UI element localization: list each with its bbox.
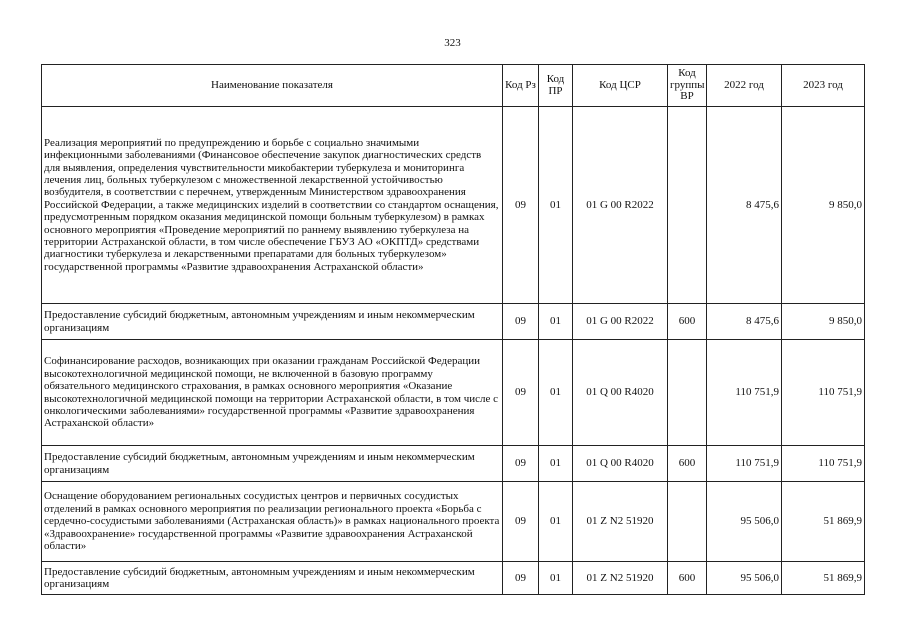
header-code-csr: Код ЦСР xyxy=(573,65,668,107)
row-code-pr: 01 xyxy=(539,482,573,562)
row-value-2022: 110 751,9 xyxy=(707,340,782,446)
row-name: Предоставление субсидий бюджетным, автономным учреждениям и иным некоммерческим организациям xyxy=(42,562,503,595)
row-code-csr: 01 Q 00 R4020 xyxy=(573,446,668,482)
header-code-pr: Код ПР xyxy=(539,65,573,107)
row-name: Реализация мероприятий по предупреждению и борьбе с социально значимыми инфекционными заболеваниями (Финансовое обеспечение закупок диагностических средств для выявления, определения чувствительности микобактерии туберкулеза и мониторинга лечения лиц, больных туберкулезом с множественной лекарственной устойчивостью возбудителя, в соответствии с перечнем, утвержденным Министерством здравоохранения Российской Федерации, а также медицинских изделий в соответствии со стандартом оснащения, предусмотренным порядком оказания медицинской помощи больным туберкулезом) в рамках основного мероприятия «Проведение мероприятий по раннему выявлению туберкулеза на территории Астраханской области, в том числе обеспечение ГБУЗ АО «ОКПТД» средствами диагностики туберкулеза и лекарственными препаратами для больных туберкулезом» государственной программы «Развитие здравоохранения Астраханской области» xyxy=(42,107,503,304)
row-value-2023: 51 869,9 xyxy=(782,562,865,595)
table-row xyxy=(42,562,865,595)
row-name: Предоставление субсидий бюджетным, автономным учреждениям и иным некоммерческим организациям xyxy=(42,446,503,482)
table-row xyxy=(42,304,865,340)
row-code-pr: 01 xyxy=(539,304,573,340)
row-value-2023: 110 751,9 xyxy=(782,340,865,446)
row-code-csr: 01 Z N2 51920 xyxy=(573,562,668,595)
row-value-2023: 9 850,0 xyxy=(782,304,865,340)
row-value-2022: 95 506,0 xyxy=(707,562,782,595)
row-value-2022: 8 475,6 xyxy=(707,107,782,304)
row-code-vr xyxy=(668,482,707,562)
row-name: Оснащение оборудованием региональных сосудистых центров и первичных сосудистых отделений в рамках основного мероприятия по реализации регионального проекта «Борьба с сердечно-сосудистыми заболеваниями (Астраханская область)» в рамках национального проекта «Здравоохранение» государственной программы «Развитие здравоохранения Астраханской области» xyxy=(42,482,503,562)
table-header-row xyxy=(42,65,865,107)
row-value-2022: 110 751,9 xyxy=(707,446,782,482)
row-code-rz: 09 xyxy=(503,107,539,304)
row-code-rz: 09 xyxy=(503,482,539,562)
row-value-2022: 95 506,0 xyxy=(707,482,782,562)
row-code-vr: 600 xyxy=(668,304,707,340)
header-year-2023: 2023 год xyxy=(782,65,865,107)
row-code-vr: 600 xyxy=(668,562,707,595)
row-code-rz: 09 xyxy=(503,340,539,446)
table-row xyxy=(42,482,865,562)
row-code-rz: 09 xyxy=(503,304,539,340)
row-code-pr: 01 xyxy=(539,107,573,304)
row-code-pr: 01 xyxy=(539,562,573,595)
row-code-csr: 01 G 00 R2022 xyxy=(573,107,668,304)
row-code-vr xyxy=(668,107,707,304)
budget-table xyxy=(41,64,865,595)
header-year-2022: 2022 год xyxy=(707,65,782,107)
table-row xyxy=(42,107,865,304)
page-number: 323 xyxy=(444,37,461,49)
row-code-rz: 09 xyxy=(503,562,539,595)
row-value-2023: 110 751,9 xyxy=(782,446,865,482)
table-row xyxy=(42,340,865,446)
row-value-2023: 9 850,0 xyxy=(782,107,865,304)
header-code-rz: Код Рз xyxy=(503,65,539,107)
header-code-vr: Код группы ВР xyxy=(668,65,707,107)
row-code-csr: 01 Z N2 51920 xyxy=(573,482,668,562)
row-value-2023: 51 869,9 xyxy=(782,482,865,562)
row-name: Софинансирование расходов, возникающих при оказании гражданам Российской Федерации высокотехнологичной медицинской помощи, не включенной в базовую программу обязательного медицинского страхования, в рамках основного мероприятия «Оказание высокотехнологичной медицинской помощи на территории Астраханской области, в том числе с онкологическими заболеваниями» государственной программы «Развитие здравоохранения Астраханской области» xyxy=(42,340,503,446)
row-name: Предоставление субсидий бюджетным, автономным учреждениям и иным некоммерческим организациям xyxy=(42,304,503,340)
row-code-pr: 01 xyxy=(539,340,573,446)
row-code-rz: 09 xyxy=(503,446,539,482)
row-code-vr xyxy=(668,340,707,446)
row-code-csr: 01 G 00 R2022 xyxy=(573,304,668,340)
row-code-vr: 600 xyxy=(668,446,707,482)
row-code-pr: 01 xyxy=(539,446,573,482)
header-indicator-name: Наименование показателя xyxy=(42,65,503,107)
row-code-csr: 01 Q 00 R4020 xyxy=(573,340,668,446)
row-value-2022: 8 475,6 xyxy=(707,304,782,340)
table-row xyxy=(42,446,865,482)
